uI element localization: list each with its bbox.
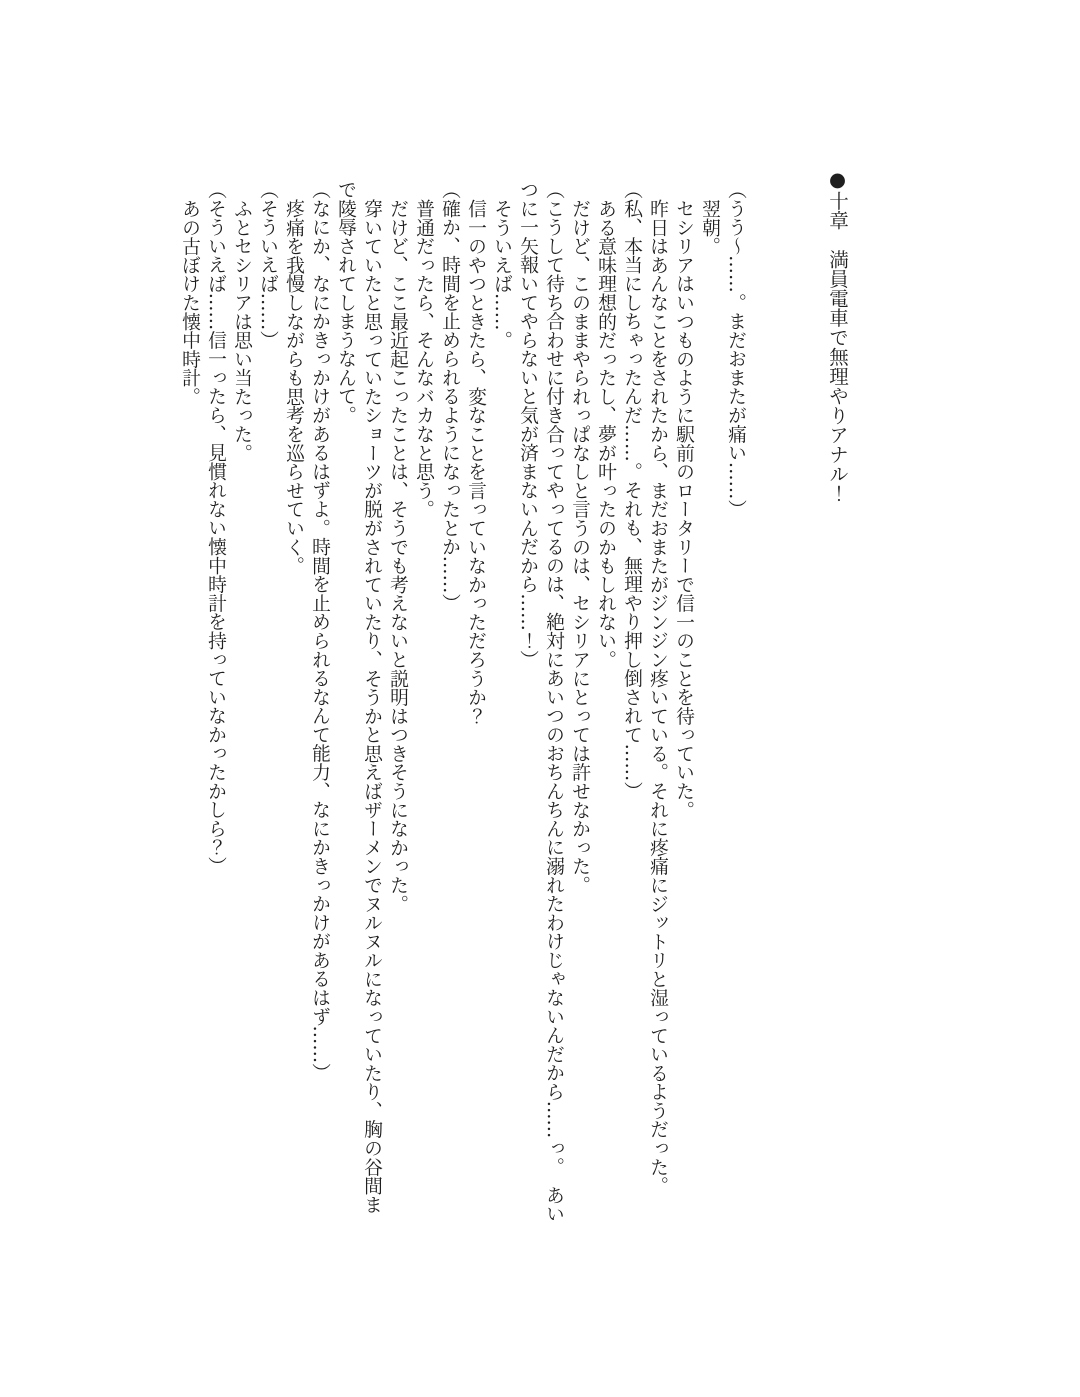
text-area	[176, 168, 850, 1223]
text-column: （そういえば……信一ったら、見慣れない懐中時計を持っていなかったかしら？）	[205, 180, 226, 876]
text-column: そういえば……。	[491, 198, 512, 350]
body-text	[176, 168, 748, 1223]
text-column: で陵辱されてしまうなんて。	[335, 180, 356, 425]
text-column: ある意味理想的だったし、夢が叶ったのかもしれない。	[595, 198, 616, 669]
text-column: だけど、ここ最近起こったことは、そうでも考えないと説明はつきそうになかった。	[387, 198, 408, 913]
text-column: 穿いていたと思っていたショーツが脱がされていたり、そうかと思えばザーメンでヌルヌルになっていたり、胸の谷間ま	[361, 198, 382, 1214]
text-column: 昨日はあんなことをされたから、まだおまたがジンジン疼いている。それに疼痛にジットリと湿っているようだった。	[647, 198, 668, 1195]
text-column: （なにか、なにかきっかけがあるはずよ。時間を止められるなんて能力、なにかきっかけがあるはず……）	[309, 180, 330, 1082]
text-column: （私、本当にしちゃったんだ……。それも、無理やり押し倒されて……）	[621, 180, 642, 801]
text-column: あの古ぼけた懐中時計。	[179, 198, 200, 406]
text-column: ふとセシリアは思い当たった。	[231, 198, 252, 462]
text-column: だけど、このままやられっぱなしと言うのは、セシリアにとっては許せなかった。	[569, 198, 590, 895]
chapter-title: ●十章 満員電車で無理やりアナル！	[826, 168, 849, 503]
text-column: 普通だったら、そんなバカなと思う。	[413, 198, 434, 519]
text-column: （こうして待ち合わせに付き合ってやってるのは、絶対にあいつのおちんちんに溺れたわけじゃないんだから……っ。 あい	[543, 180, 564, 1223]
text-column: つに一矢報いてやらないと気が済まないんだから……！）	[517, 180, 538, 669]
text-column: （うう～……。まだおまたが痛い……）	[725, 180, 746, 519]
text-column: 翌朝。	[699, 198, 720, 256]
text-column: （確か、時間を止められるようになったとか……）	[439, 180, 460, 613]
text-column: 信一のやつときたら、変なことを言っていなかっただろうか？	[465, 198, 486, 725]
text-column: セシリアはいつものように駅前のロータリーで信一のことを待っていた。	[673, 198, 694, 819]
text-column: （そういえば……）	[257, 180, 278, 350]
text-column: 疼痛を我慢しながらも思考を巡らせていく。	[283, 198, 304, 575]
